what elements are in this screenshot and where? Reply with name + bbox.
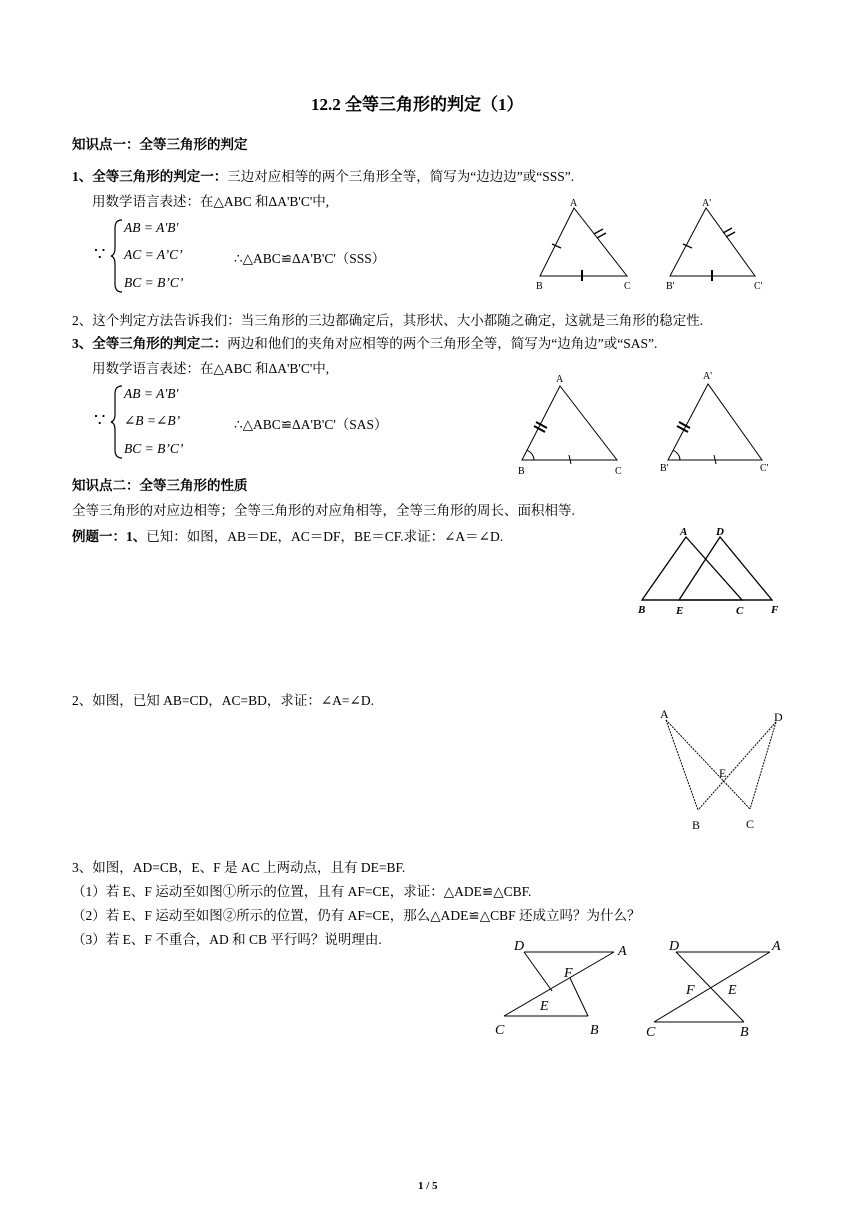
item1-cond2: AC = A’C’ [124,247,183,262]
section2-text: 全等三角形的对应边相等；全等三角形的对应角相等，全等三角形的周长、面积相等. [72,503,575,518]
item1-lang-line: 用数学语言表述：在△ABC 和ΔA'B'C'中, [92,194,330,209]
label-c1-sas: C' [760,463,769,474]
sas-figure [512,368,792,478]
example3-q1: （1）若 E、F 运动至如图①所示的位置，且有 AF=CE，求证：△ADE≌△CBF. [72,884,532,899]
label-a-ex1: A [680,526,688,538]
label-d-ex1: D [716,526,724,538]
label-c-fig1: C [495,1023,505,1038]
item3-brace [110,384,124,460]
item1-brace [110,218,124,294]
item3-cond1: AB = A'B' [124,386,179,401]
section2-heading: 知识点二：全等三角形的性质 [72,478,248,493]
label-c-ex2: C [746,817,755,831]
label-b1-sas: B' [660,463,669,474]
item3-line [72,332,657,352]
item1-conclusion: ∴△ABC≌ΔA'B'C'（SSS） [234,251,386,266]
triangle-a1b1c1-sas [668,384,762,460]
item3-cond2: ∠B =∠B’ [124,413,181,428]
triangle-abc [540,208,627,276]
section1-heading: 知识点一：全等三角形的判定 [72,137,248,152]
item3-cond3: BC = B’C’ [124,441,184,456]
item3-conclusion: ∴△ABC≌ΔA'B'C'（SAS） [234,417,388,432]
label-c-sas: C [615,466,622,477]
item1-text: 三边对应相等的两个三角形全等，简写为“边边边”或“SSS”. [227,169,575,184]
label-b-sas: B [518,466,525,477]
item3-num: 3、 [72,336,93,351]
label-b-ex1: B [638,604,646,616]
example1-num: 1、 [126,529,147,544]
label-e-ex2: E [719,766,727,780]
label-d-fig1: D [514,939,525,954]
label-c: C [624,281,631,292]
label-a-sas: A [556,374,564,385]
example2-figure [652,702,792,842]
item3-text: 两边和他们的夹角对应相等的两个三角形全等，简写为“边角边”或“SAS”. [227,336,658,351]
example3-q2: （2）若 E、F 运动至如图②所示的位置，仍有 AF=CE，那么△ADE≌△CBF 还成立吗？为什么？ [72,908,641,923]
label-a1-sas: A' [703,371,713,382]
example3-intro: 3、如图，AD=CB，E、F 是 AC 上两动点，且有 DE=BF. [72,860,406,875]
label-d-ex2: D [774,710,783,724]
example1-figure [634,525,804,620]
label-e-fig1: E [540,999,549,1014]
label-a1: A' [702,198,712,209]
item1-bold: 全等三角形的判定一： [92,169,228,184]
label-d-fig2: D [669,939,680,954]
label-b-fig2: B [740,1025,749,1040]
item1-cond3: BC = B’C’ [124,275,184,290]
label-c-ex1: C [736,605,744,617]
label-c1: C' [754,281,763,292]
label-b-ex2: B [692,818,701,832]
label-b-fig1: B [590,1023,599,1038]
label-c-fig2: C [646,1025,656,1040]
example1-text: 已知：如图，AB＝DE，AC＝DF，BE＝CF.求证：∠A＝∠D. [146,529,504,544]
item3-because: ∵ [94,410,106,430]
example3-q3: （3）若 E、F 不重合，AD 和 CB 平行吗？说明理由. [72,932,382,947]
item1-num: 1、 [72,169,93,184]
sss-figure [530,196,790,296]
item1-cond1: AB = A'B' [124,220,179,235]
example3-figure [492,936,802,1046]
label-f-fig2: F [686,983,695,998]
label-b: B [536,281,543,292]
example2-text: 2、如图，已知 AB=CD，AC=BD，求证：∠A=∠D. [72,693,374,708]
item1-line [72,165,574,185]
page-number: 1 / 5 [418,1180,438,1192]
label-e-fig2: E [728,983,737,998]
item3-bold: 全等三角形的判定二： [92,336,228,351]
item2-text: 2、这个判定方法告诉我们：当三角形的三边都确定后，其形状、大小都随之确定，这就是三角形的稳定性. [72,313,704,328]
item3-lang-line: 用数学语言表述：在△ABC 和ΔA'B'C'中, [92,361,330,376]
label-f-fig1: F [564,966,573,981]
label-e-ex1: E [676,605,684,617]
item1-because: ∵ [94,244,106,264]
label-a-fig1: A [618,944,627,959]
label-a-ex2: A [660,707,669,721]
label-f-ex1: F [771,604,779,616]
label-a-fig2: A [772,939,781,954]
page-title: 12.2 全等三角形的判定（1） [311,95,524,114]
example1-line [72,525,503,545]
label-a: A [570,198,578,209]
example1-label: 例题一： [72,529,126,544]
triangle-def-ex1 [679,537,772,600]
label-b1: B' [666,281,675,292]
triangle-a1b1c1 [670,208,755,276]
